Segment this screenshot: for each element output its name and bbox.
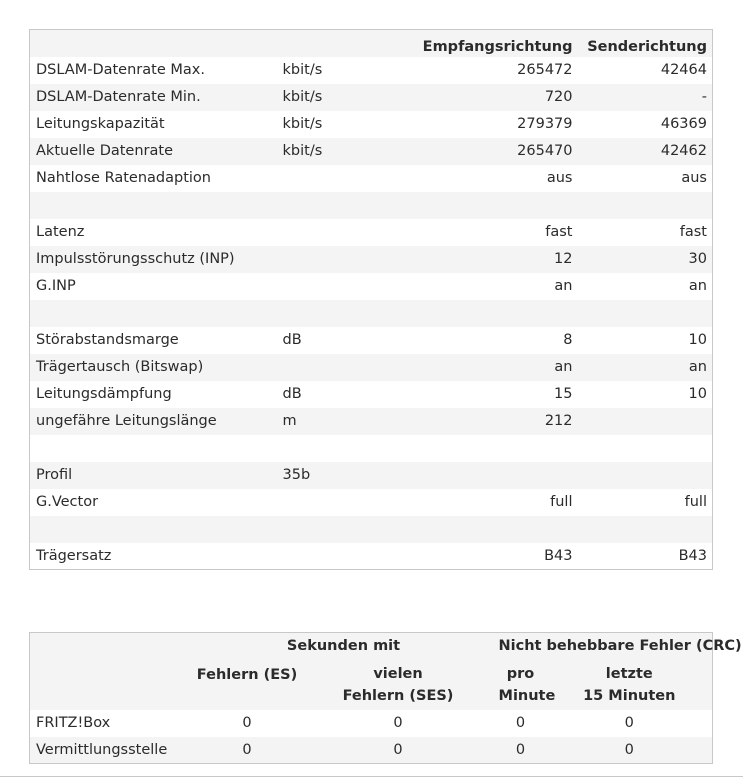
row-label: G.Vector bbox=[36, 494, 99, 510]
row-label: Leitungskapazität bbox=[36, 116, 165, 132]
row-downstream: 265472 bbox=[517, 62, 573, 78]
table-row bbox=[30, 543, 713, 570]
table-row bbox=[30, 111, 713, 138]
row-downstream: 279379 bbox=[517, 116, 573, 132]
row-label: FRITZ!Box bbox=[36, 715, 111, 731]
row-label: Aktuelle Datenrate bbox=[36, 143, 173, 159]
row-unit: m bbox=[282, 413, 297, 429]
row-label bbox=[30, 435, 277, 462]
row-upstream: 46369 bbox=[660, 116, 707, 132]
row-upstream: full bbox=[684, 494, 707, 510]
row-label bbox=[30, 300, 277, 327]
row-label: Nahtlose Ratenadaption bbox=[36, 170, 211, 186]
row-unit bbox=[277, 192, 401, 219]
row-upstream: 42464 bbox=[660, 62, 707, 78]
empty-header bbox=[30, 633, 193, 660]
header-unit bbox=[277, 30, 401, 57]
row-unit: kbit/s bbox=[282, 89, 323, 105]
row-unit bbox=[277, 246, 401, 273]
row-downstream bbox=[401, 462, 578, 489]
row-unit bbox=[277, 300, 401, 327]
table-row bbox=[30, 710, 713, 737]
row-label: DSLAM-Datenrate Max. bbox=[36, 62, 205, 78]
row-last15: 0 bbox=[624, 715, 634, 731]
row-unit bbox=[277, 219, 401, 246]
per-minute-header bbox=[495, 660, 556, 710]
row-upstream: 30 bbox=[688, 251, 707, 267]
row-per-minute: 0 bbox=[515, 741, 526, 758]
table-row bbox=[30, 246, 713, 273]
row-unit: dB bbox=[282, 386, 302, 402]
es-header: Fehlern (ES) bbox=[196, 666, 298, 683]
row-per-minute: 0 bbox=[515, 715, 526, 731]
row-label: G.INP bbox=[36, 278, 76, 294]
table-row bbox=[30, 408, 713, 435]
row-downstream: 212 bbox=[544, 413, 573, 429]
ses-header-line2: Fehlern (SES) bbox=[342, 687, 454, 704]
header-label bbox=[30, 30, 277, 57]
row-downstream: aus bbox=[546, 170, 573, 186]
row-label: Störabstandsmarge bbox=[36, 332, 179, 348]
row-unit bbox=[277, 165, 401, 192]
row-unit: dB bbox=[282, 332, 302, 348]
row-label bbox=[30, 192, 277, 219]
row-label: Profil bbox=[36, 467, 73, 483]
table-header-row bbox=[30, 30, 713, 57]
row-downstream: 15 bbox=[554, 386, 573, 402]
row-upstream: 42462 bbox=[660, 143, 707, 159]
crc-group-header: Nicht behebbare Fehler (CRC) bbox=[498, 638, 742, 655]
row-label bbox=[30, 516, 277, 543]
row-label: Latenz bbox=[36, 224, 85, 240]
row-downstream bbox=[401, 300, 578, 327]
row-last15: 0 bbox=[624, 741, 634, 758]
row-unit bbox=[277, 435, 401, 462]
row-downstream: fast bbox=[545, 224, 573, 240]
table-row bbox=[30, 57, 713, 84]
row-upstream: an bbox=[688, 278, 707, 294]
row-downstream bbox=[401, 435, 578, 462]
row-downstream: B43 bbox=[544, 547, 573, 564]
row-unit bbox=[277, 543, 401, 570]
row-downstream: an bbox=[554, 278, 573, 294]
error-group-header-row bbox=[30, 633, 713, 660]
last15-header bbox=[547, 660, 713, 710]
row-downstream bbox=[401, 516, 578, 543]
ses-header bbox=[302, 660, 495, 710]
header-downstream: Empfangsrichtung bbox=[422, 38, 573, 55]
per-minute-line1: pro bbox=[506, 665, 535, 682]
row-unit: 35b bbox=[282, 467, 311, 483]
table-row bbox=[30, 381, 713, 408]
row-ses: 0 bbox=[393, 715, 403, 731]
empty-subheader bbox=[30, 660, 193, 710]
row-label: Impulsstörungsschutz (INP) bbox=[36, 251, 235, 267]
dsl-info-table bbox=[29, 29, 713, 570]
row-upstream: 10 bbox=[688, 332, 707, 348]
header-upstream: Senderichtung bbox=[587, 38, 707, 55]
row-downstream: full bbox=[550, 494, 573, 510]
row-upstream bbox=[578, 408, 713, 435]
table-row bbox=[30, 327, 713, 354]
per-minute-line2: Minute bbox=[498, 687, 556, 704]
table-row bbox=[30, 737, 713, 764]
table-row bbox=[30, 435, 713, 462]
row-label: Trägertausch (Bitswap) bbox=[36, 359, 204, 375]
table-row bbox=[30, 489, 713, 516]
row-label: DSLAM-Datenrate Min. bbox=[36, 89, 201, 105]
row-upstream: B43 bbox=[678, 547, 707, 564]
table-row bbox=[30, 462, 713, 489]
row-downstream: 720 bbox=[544, 89, 573, 105]
row-downstream: 8 bbox=[563, 332, 573, 348]
row-unit: kbit/s bbox=[282, 143, 323, 159]
row-downstream: 265470 bbox=[517, 143, 573, 159]
last15-line2: 15 Minuten bbox=[583, 687, 676, 704]
row-unit: kbit/s bbox=[282, 116, 323, 132]
table-row bbox=[30, 273, 713, 300]
row-downstream: 12 bbox=[554, 251, 573, 267]
row-upstream: an bbox=[688, 359, 707, 375]
row-unit bbox=[277, 516, 401, 543]
row-es: 0 bbox=[242, 715, 252, 731]
row-upstream: aus bbox=[681, 170, 707, 186]
row-label: Vermittlungsstelle bbox=[36, 741, 168, 758]
table-row bbox=[30, 138, 713, 165]
row-upstream bbox=[578, 435, 713, 462]
seconds-group-header: Sekunden mit bbox=[286, 638, 401, 655]
row-label: Trägersatz bbox=[36, 547, 112, 564]
row-ses: 0 bbox=[393, 741, 403, 758]
table-row bbox=[30, 300, 713, 327]
table-row bbox=[30, 84, 713, 111]
page-divider bbox=[0, 776, 743, 777]
table-row bbox=[30, 219, 713, 246]
error-stats-table bbox=[29, 632, 742, 764]
ses-header-line1: vielen bbox=[373, 665, 423, 682]
last15-line1: letzte bbox=[605, 665, 653, 682]
row-upstream bbox=[578, 516, 713, 543]
row-unit bbox=[277, 489, 401, 516]
row-es: 0 bbox=[242, 741, 252, 758]
row-upstream bbox=[578, 462, 713, 489]
row-downstream bbox=[401, 192, 578, 219]
table-row bbox=[30, 165, 713, 192]
row-unit bbox=[277, 273, 401, 300]
row-upstream: 10 bbox=[688, 386, 707, 402]
row-downstream: an bbox=[554, 359, 573, 375]
row-label: ungefähre Leitungslänge bbox=[36, 413, 217, 429]
error-sub-header-row bbox=[30, 660, 713, 710]
row-upstream bbox=[578, 192, 713, 219]
row-label: Leitungsdämpfung bbox=[36, 386, 172, 402]
row-upstream: fast bbox=[679, 224, 707, 240]
row-unit: kbit/s bbox=[282, 62, 323, 78]
row-unit bbox=[277, 354, 401, 381]
table-row bbox=[30, 354, 713, 381]
row-upstream: - bbox=[701, 89, 707, 105]
table-row bbox=[30, 516, 713, 543]
table-row bbox=[30, 192, 713, 219]
row-upstream bbox=[578, 300, 713, 327]
